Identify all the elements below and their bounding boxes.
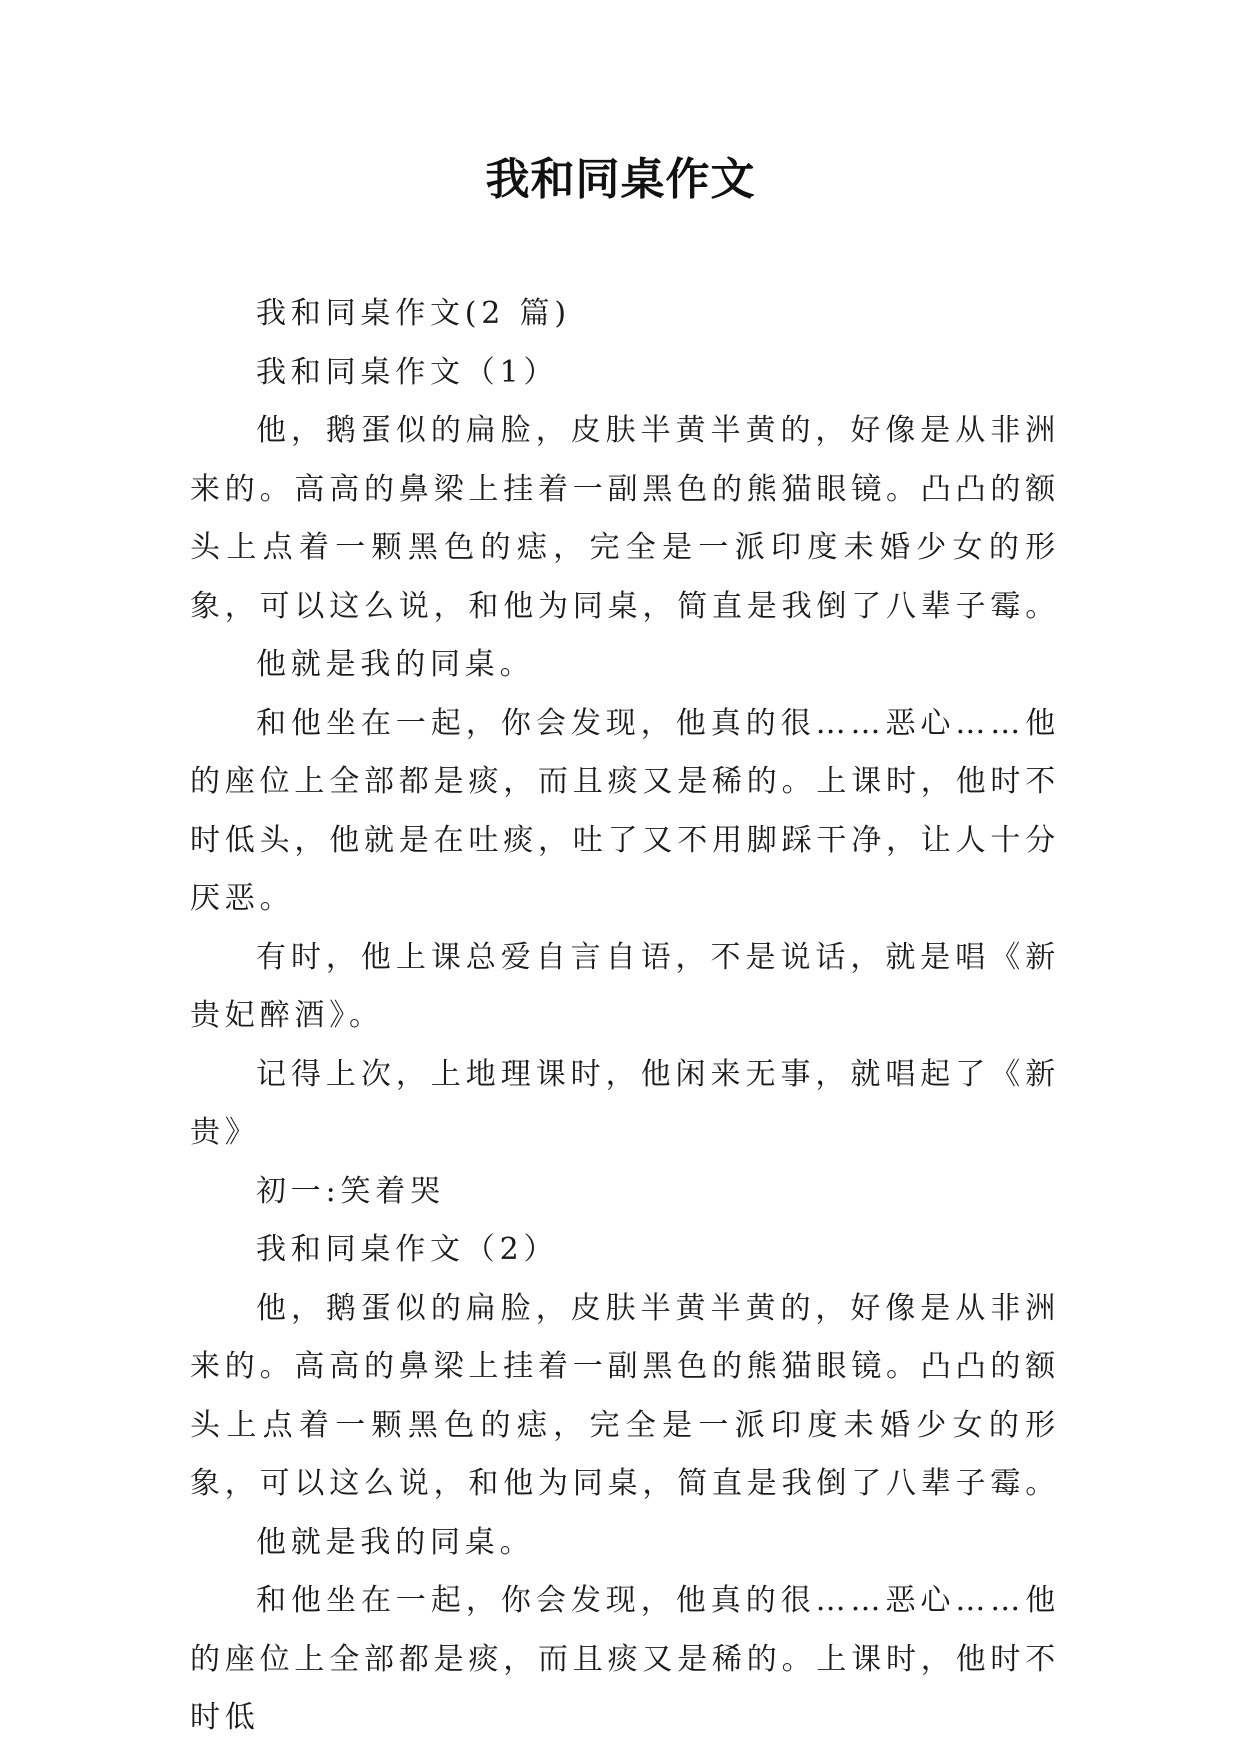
paragraph-author: 初一:笑着哭 bbox=[256, 1173, 445, 1209]
paragraph-section-1-heading: 我和同桌作文（1） bbox=[256, 354, 559, 390]
paragraph-geography-class: 记得上次，上地理课时，他闲来无事，就唱起了《新贵》 bbox=[190, 1056, 1060, 1150]
document-title: 我和同桌作文 bbox=[485, 154, 756, 205]
paragraph-disgust-2: 和他坐在一起，你会发现，他真的很……恶心……他的座位上全部都是痰，而且痰又是稀的。上课时，他时不时低 bbox=[190, 1583, 1060, 1735]
paragraph-disgust: 和他坐在一起，你会发现，他真的很……恶心……他的座位上全部都是痰，而且痰又是稀的。上课时，他时不时低头，他就是在吐痰，吐了又不用脚踩干净，让人十分厌恶。 bbox=[190, 705, 1060, 916]
paragraph-deskmate: 他就是我的同桌。 bbox=[256, 647, 535, 682]
paragraph-subtitle: 我和同桌作文(2 篇) bbox=[256, 296, 571, 331]
paragraph-deskmate-2: 他就是我的同桌。 bbox=[256, 1524, 535, 1560]
paragraph-description: 他，鹅蛋似的扁脸，皮肤半黄半黄的，好像是从非洲来的。高高的鼻梁上挂着一副黑色的熊猫眼镜。凸凸的额头上点着一颗黑色的痣，完全是一派印度未婚少女的形象，可以这么说，和他为同桌，简直是我倒了八辈子霉。 bbox=[190, 413, 1060, 624]
document-body bbox=[190, 285, 1060, 1748]
paragraph-description-2: 他，鹅蛋似的扁脸，皮肤半黄半黄的，好像是从非洲来的。高高的鼻梁上挂着一副黑色的熊猫眼镜。凸凸的额头上点着一颗黑色的痣，完全是一派印度未婚少女的形象，可以这么说，和他为同桌，简直是我倒了八辈子霉。 bbox=[190, 1290, 1060, 1501]
paragraph-singing: 有时，他上课总爱自言自语，不是说话，就是唱《新贵妃醉酒》。 bbox=[190, 939, 1060, 1033]
paragraph-section-2-heading: 我和同桌作文（2） bbox=[256, 1232, 559, 1267]
